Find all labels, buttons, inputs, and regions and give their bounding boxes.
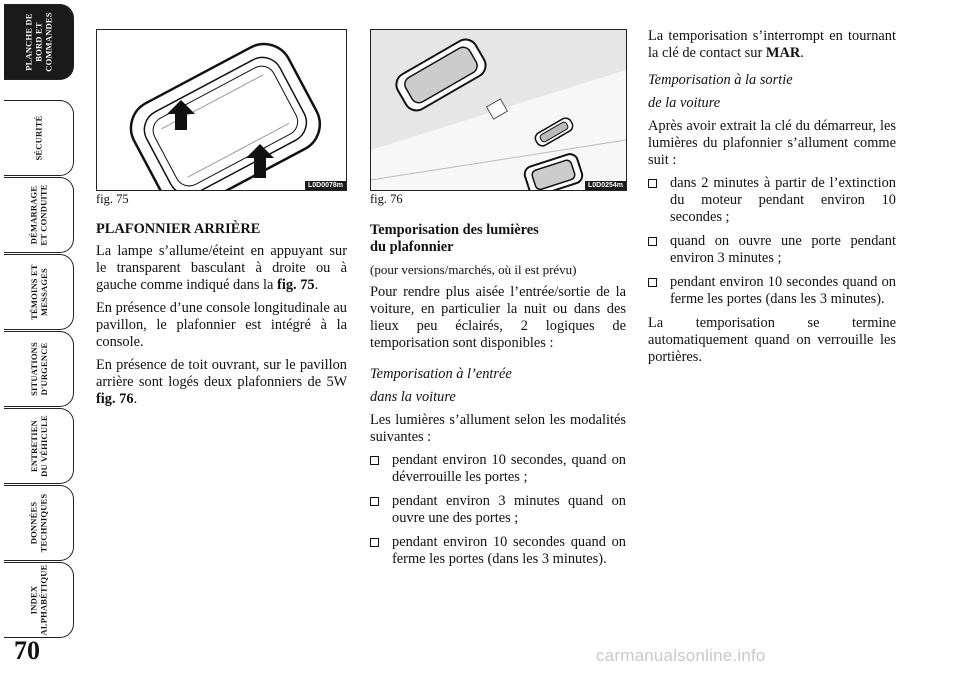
watermark: carmanualsonline.info [596, 646, 766, 665]
subheading-line2: de la voiture [648, 95, 721, 111]
figure-76-caption: fig. 76 [370, 192, 403, 206]
chapter-tab-sidebar [0, 0, 80, 677]
column-1 [96, 221, 347, 414]
list-item [648, 233, 896, 267]
paragraph [96, 243, 347, 294]
tab-label: DÉMARRAGE ET CONDUITE [28, 184, 49, 246]
roof-lights-illustration [371, 30, 626, 190]
paragraph: Pour rendre plus aisée l’entrée/sortie de la voiture, en particulier la nuit ou dans des lieux peu éclairés, 2 logiques de temporisation sont disponibles : [370, 284, 626, 351]
rear-dome-light-illustration [97, 30, 346, 190]
tab-situations-urgence[interactable] [4, 331, 74, 407]
page-number: 70 [14, 636, 40, 665]
checkbox-bullet-icon [648, 237, 657, 246]
figure-reference[interactable]: fig. 76 [96, 391, 134, 407]
subheading-line1: Temporisation à la sortie [648, 72, 793, 88]
tab-label: SÉCURITÉ [33, 115, 44, 161]
list-item-text: pendant environ 10 secondes, quand on déverrouille les portes ; [392, 452, 626, 485]
list-item [370, 493, 626, 527]
tab-index-alphabetique[interactable] [4, 562, 74, 638]
list-item-text: quand on ouvre une porte pendant environ 3 minutes ; [670, 233, 896, 266]
tab-label: PLANCHE DE BORD ET COMMANDES [23, 12, 54, 72]
paragraph [96, 357, 347, 408]
column-3 [648, 28, 896, 372]
list-item [648, 274, 896, 308]
punctuation: . [800, 45, 804, 61]
checkbox-bullet-icon [370, 456, 379, 465]
figure-code: L0D0254m [585, 181, 626, 190]
bullet-list [648, 175, 896, 308]
paragraph-text: La lampe s’allume/éteint en appuyant sur le transparent basculant à droite ou à gauche comme indiqué dans la [96, 243, 347, 293]
column-2 [370, 222, 626, 575]
punctuation: . [133, 391, 138, 407]
list-item [370, 452, 626, 486]
paragraph [648, 28, 896, 62]
checkbox-bullet-icon [648, 278, 657, 287]
checkbox-bullet-icon [648, 179, 657, 188]
availability-note: (pour versions/marchés, où il est prévu) [370, 262, 577, 277]
paragraph: En présence d’une console longitudinale au pavillon, le plafonnier est intégré à la console. [96, 300, 347, 350]
checkbox-bullet-icon [370, 538, 379, 547]
paragraph: Après avoir extrait la clé du démarreur, les lumières du plafonnier s’allument comme suit : [648, 118, 896, 168]
tab-temoins[interactable] [4, 254, 74, 330]
figure-reference[interactable]: fig. 75 [277, 277, 315, 293]
tab-label: DONNÉES TECHNIQUES [28, 493, 49, 553]
list-item-text: pendant environ 10 secondes quand on ferme les portes (dans les 3 minutes). [670, 274, 896, 307]
section-heading: PLAFONNIER ARRIÈRE [96, 221, 261, 237]
paragraph: La temporisation se termine automatiquement quand on verrouille les portières. [648, 315, 896, 365]
paragraph-text: En présence de toit ouvrant, sur le pavillon arrière sont logés deux plafonniers de 5W [96, 357, 347, 390]
subheading-line1: Temporisation à l’entrée [370, 366, 512, 382]
tab-donnees-techniques[interactable] [4, 485, 74, 561]
tab-planche-de-bord[interactable] [4, 4, 74, 80]
paragraph-text: La temporisation s’interrompt en tournant la clé de contact sur [648, 28, 896, 61]
list-item-text: dans 2 minutes à partir de l’extinction du moteur pendant environ 10 secondes ; [670, 175, 896, 225]
section-heading-line1: Temporisation des lumières [370, 222, 539, 238]
figure-75-image [96, 29, 347, 191]
list-item [370, 534, 626, 568]
tab-label: ENTRETIEN DU VÉHICULE [28, 415, 49, 477]
ignition-position: MAR [765, 45, 801, 61]
punctuation: . [314, 277, 319, 293]
figure-75-caption: fig. 75 [96, 192, 129, 206]
tab-entretien[interactable] [4, 408, 74, 484]
figure-code: L0D0078m [305, 181, 346, 190]
tab-label: SITUATIONS D'URGENCE [28, 342, 49, 396]
tab-securite[interactable] [4, 100, 74, 176]
figure-76-image [370, 29, 627, 191]
section-heading-line2: du plafonnier [370, 239, 454, 255]
list-item-text: pendant environ 10 secondes quand on ferme les portes (dans les 3 minutes). [392, 534, 626, 567]
subheading-line2: dans la voiture [370, 389, 456, 405]
checkbox-bullet-icon [370, 497, 379, 506]
paragraph: Les lumières s’allument selon les modalités suivantes : [370, 412, 626, 445]
tab-label: INDEX ALPHABÉTIQUE [28, 564, 49, 636]
list-item-text: pendant environ 3 minutes quand on ouvre une des portes ; [392, 493, 626, 526]
bullet-list [370, 452, 626, 568]
tab-demarrage[interactable] [4, 177, 74, 253]
list-item [648, 175, 896, 226]
tab-label: TÉMOINS ET MESSAGES [28, 264, 49, 320]
